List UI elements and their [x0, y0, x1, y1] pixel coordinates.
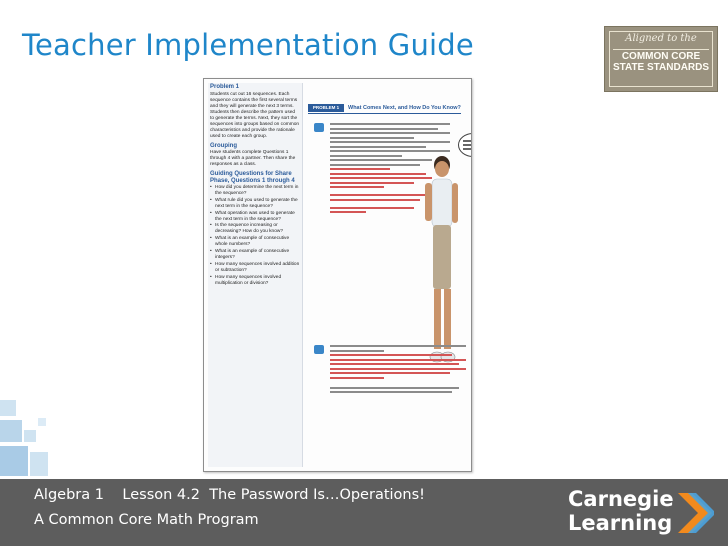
logo-word-carnegie: Carnegie	[568, 487, 674, 511]
badge-aligned-text: Aligned to the	[625, 33, 697, 44]
problem-title: What Comes Next, and How Do You Know?	[348, 105, 461, 111]
page-title: Teacher Implementation Guide	[22, 28, 474, 62]
logo-word-learning: Learning	[568, 511, 673, 535]
student-page	[306, 83, 467, 467]
chevron-arrow-icon	[678, 493, 714, 533]
grouping-heading: Grouping	[210, 142, 237, 149]
guide-page-preview	[203, 78, 472, 472]
list-item: • What is an example of consecutive integers?	[210, 249, 300, 261]
decor-square	[38, 418, 46, 426]
decor-square	[0, 420, 22, 442]
list-item: • What is an example of consecutive whole numbers?	[210, 236, 300, 248]
list-item: • What rule did you used to generate the next term in the sequence?	[210, 198, 300, 210]
teacher-sidebar	[208, 83, 303, 467]
question-marker-icon	[314, 345, 324, 354]
decor-square	[0, 446, 28, 476]
list-item: • Is the sequence increasing or decreasing? How do you know?	[210, 223, 300, 235]
problem-heading: Problem 1	[210, 84, 240, 90]
guiding-heading: Guiding Questions for Share Phase, Questions 1 through 4	[210, 171, 295, 184]
list-item: • How did you determine the next term in the sequence?	[210, 185, 300, 197]
question-text-placeholder	[330, 345, 466, 396]
guiding-questions-list	[210, 185, 300, 287]
list-item: • What operation was used to generate the next term in the sequence?	[210, 211, 300, 223]
decor-square	[0, 400, 16, 416]
problem-bar	[308, 103, 461, 114]
student-illustration	[418, 153, 464, 369]
decor-square	[30, 452, 48, 476]
lesson-title: Algebra 1 Lesson 4.2 The Password Is…Operations!	[34, 487, 425, 503]
program-name: A Common Core Math Program	[34, 512, 259, 528]
grouping-text: Have students complete Questions 1 through 4 with a partner. Then share the responses as a class.	[210, 150, 296, 167]
decor-square	[24, 430, 36, 442]
problem-tag: PROBLEM 1	[308, 104, 344, 112]
badge-line-2: STATE STANDARDS	[612, 62, 710, 73]
question-marker-icon	[314, 123, 324, 132]
list-item: • How many sequences involved addition or subtraction?	[210, 262, 300, 274]
carnegie-learning-logo	[568, 487, 718, 539]
common-core-badge	[604, 26, 718, 92]
problem-text: Students cut out 16 sequences. Each sequence contains the first several terms and they will generate the next 3 terms. Students then describe the pattern used to generate the terms. Next, they sort the sequences into groups based on common characteristics and provide the rationale used to create each group.	[210, 91, 300, 139]
badge-line-1: COMMON CORE	[621, 51, 701, 62]
list-item: • How many sequences involved multiplication or division?	[210, 275, 300, 287]
